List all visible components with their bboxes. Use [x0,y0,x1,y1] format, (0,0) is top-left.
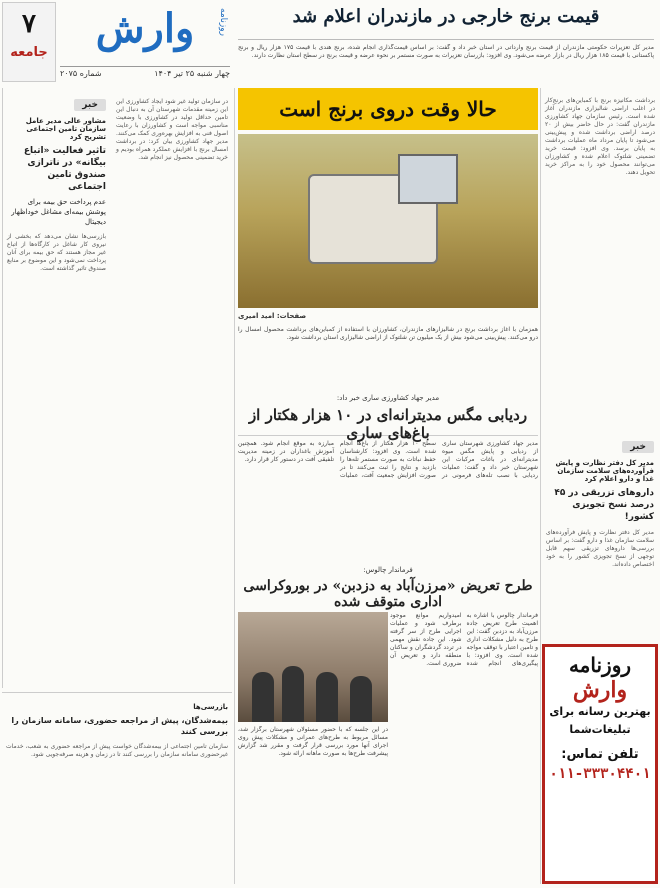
bottom-left-text: سازمان تامین اجتماعی از بیمه‌شدگان خواست پیش از مراجعه حضوری به شعب، خدمات غیرحضوری سامانه سازمان را بررسی کنند تا در زمان و هزینه صرفه‌جویی شود. [6,743,228,758]
ad-phone-number: ۰۱۱-۳۳۳۰۴۴۰۱ [549,766,651,782]
page-number: ۷ [22,9,36,39]
issue-bar [60,66,230,80]
person-shape [316,672,338,722]
bottom-kicker: فرماندار چالوس: [363,566,413,574]
news-tag-right: خبر [622,441,654,453]
column-divider [540,88,541,884]
left-news-column [2,88,110,688]
ad-line-2: تبلیغات‌شما [569,723,631,736]
ad-brand: وارش [572,677,628,703]
mid-body-text: مدیر جهاد کشاورزی شهرستان ساری از ردیابی و پایش مگس میوه مدیترانه‌ای در باغات مرکبات این شهرستان خبر داد و گفت: عملیات ردیابی با نصب تله‌های فرمونی در سطح ۱۰ هزار هکتار از باغ‌ها انجام شده است. وی افزود: کارشناسان حفظ نباتات به صورت مستمر تله‌ها را بازدید و نتایج را ثبت می‌کنند تا در صورت افزایش جمعیت آفت، عملیات مبارزه به موقع انجام شود. همچنین آموزش باغداران در زمینه مدیریت تلفیقی آفت در دستور کار قرار دارد. [238,440,538,479]
column-divider [234,88,235,884]
right-news-headline: داروهای تزریقی در ۴۵ درصد نسخ تجویزی کشور! [554,488,654,522]
person-shape [350,676,372,722]
news-tag: خبر [74,99,106,111]
feature-byline: صفحات: امید امیری [238,312,307,320]
person-shape [282,666,304,722]
rice-harvest-photo [238,134,538,308]
right-news-box [542,430,658,640]
top-lead: مدیر کل تعزیرات حکومتی مازندران از قیمت برنج وارداتی در استان خبر داد و گفت: بر اساس قیمت‌گذاری انجام شده، برنج هندی با قیمت ۱۷۵ هزار ریال و برنج پاکستانی با قیمت ۱۸۵ هزار ریال در بازار عرضه می‌شود. وی افزود: بازرسان تعزیرات به صورت مستمر بر نحوه عرضه و قیمت برنج در سطح استان نظارت دارند. [238,44,654,59]
bottom-left-kicker: بازرسی‌ها [193,703,228,711]
logo-subtitle: روزنامه [218,8,228,36]
second-column [112,88,232,688]
feature-story [238,88,538,388]
right-news-text: مدیر کل دفتر نظارت و پایش فرآورده‌های سلامت سازمان غذا و دارو گفت: بر اساس بررسی‌ها داروهای تزریقی سهم قابل توجهی از نسخ تجویزی کشور را به خود اختصاص داده‌اند. [546,529,654,568]
right-column [542,88,658,428]
left-body-text: بازرسی‌ها نشان می‌دهد که بخشی از نیروی کار شاغل در کارگاه‌ها از اتباع غیر مجاز هستند که حق بیمه برای آنان پرداخت نمی‌شود و این موضوع بر منابع صندوق تاثیر گذاشته است. [7,233,106,272]
right-news-kicker: مدیر کل دفتر نظارت و پایش فرآورده‌های سلامت سازمان غذا و دارو اعلام کرد [555,459,654,483]
bottom-body-text-left: در این جلسه که با حضور مسئولان شهرستان برگزار شد، مسائل مربوط به طرح‌های عمرانی و مشکلات پیش روی اجرای آنها مورد بررسی قرار گرفت و مقرر شد گزارش پیشرفت طرح‌ها به صورت ماهانه ارائه شود. [238,726,388,757]
advertisement-box [542,644,658,884]
bottom-left-news [2,692,232,882]
mid-kicker: مدیر جهاد کشاورزی ساری خبر داد: [336,394,440,402]
issue-number: شماره ۲۰۷۵ [60,69,102,78]
person-shape [252,672,274,722]
bottom-left-headline: بیمه‌شدگان، پیش از مراجعه حضوری، سامانه سازمان را بررسی کنند [11,716,228,736]
logo-text: وارش [95,5,195,52]
mid-headline: ردیابی مگس مدیترانه‌ای در ۱۰ هزار هکتار از باغ‌های ساری [238,406,538,436]
top-headline: قیمت برنج خارجی در مازندران اعلام شد [238,6,654,40]
issue-date: چهار شنبه ۲۵ تیر ۱۴۰۴ [154,69,230,78]
feature-body-text: همزمان با آغاز برداشت برنج در شالیزارهای مازندران، کشاورزان با استفاده از کمباین‌های برداشت محصول امسال را درو می‌کنند. پیش‌بینی می‌شود بیش از یک میلیون تن شلتوک از اراضی شالیزاری استان برداشت شود. [238,326,538,341]
ad-phone-label: تلفن تماس: [561,747,639,762]
feature-title-bar [238,88,538,130]
section-name: جامعه [10,45,48,60]
feature-title: حالا وقت دروی برنج است [279,97,497,121]
masthead [0,0,232,84]
left-headline: تاثیر فعالیت «اتباع بیگانه» در ناترازی صندوق تامین اجتماعی [23,146,106,192]
page-number-box [2,2,56,82]
second-column-text: در سازمان تولید غیر شود ایجاد کشاورزی این این زمینه مقدمات شهرستان آن به دنبال این تامین حداقل تولید در کشاورزی با وضعیت مناسبی مواجه است و کشاورزان با رعایت اصول فنی به افزایش بهره‌وری کمک می‌کنند. مدیر جهاد کشاورزی بیان کرد: در برداشت امسال برنج با افزایش عملکرد همراه بودیم و خرید تضمینی محصول نیز انجام شد. [116,98,228,161]
left-subheadline: عدم پرداخت حق بیمه برای پوشش بیمه‌ای مشاغل خوداظهار دیجیتال [11,198,106,226]
ad-title: روزنامه [568,653,632,677]
bottom-body-text: فرماندار چالوس با اشاره به اهمیت طرح تعریض جاده مرزن‌آباد به دزدبن گفت: این طرح به دلیل مشکلات اداری و تامین اعتبار با توقف مواجه شده است. وی افزود: با پیگیری‌های انجام شده امیدواریم موانع موجود برطرف شود و عملیات اجرایی طرح از سر گرفته شود. این جاده نقش مهمی در تردد گردشگران و ساکنان منطقه دارد و تعریض آن ضروری است. [390,612,538,667]
left-kicker: مشاور عالی مدیر عامل سازمان تامین اجتماعی تشریح کرد [25,117,106,141]
harvester-cab-shape [398,154,458,204]
ad-line-1: بهترین رسانه برای [549,705,651,718]
right-column-text: برداشت مکانیزه برنج با کمباین‌های برنج‌کار در اغلب اراضی شالیزاری مازندران آغاز شده است. رئیس سازمان جهاد کشاورزی مازندران گفت: در حال حاضر بیش از ۲۰ درصد اراضی برداشت شده و پیش‌بینی می‌شود تا پایان مرداد ماه عملیات برداشت به پایان برسد. وی افزود: قیمت خرید تضمینی شلتوک اعلام شده و کشاورزان می‌توانند محصول خود را به مراکز خرید تحویل دهند. [545,97,655,176]
newspaper-logo [60,4,230,62]
bottom-headline: طرح تعریض «مرزن‌آباد به دزدبن» در بوروکراسی اداری متوقف شده [243,578,533,610]
meeting-photo [238,612,388,722]
